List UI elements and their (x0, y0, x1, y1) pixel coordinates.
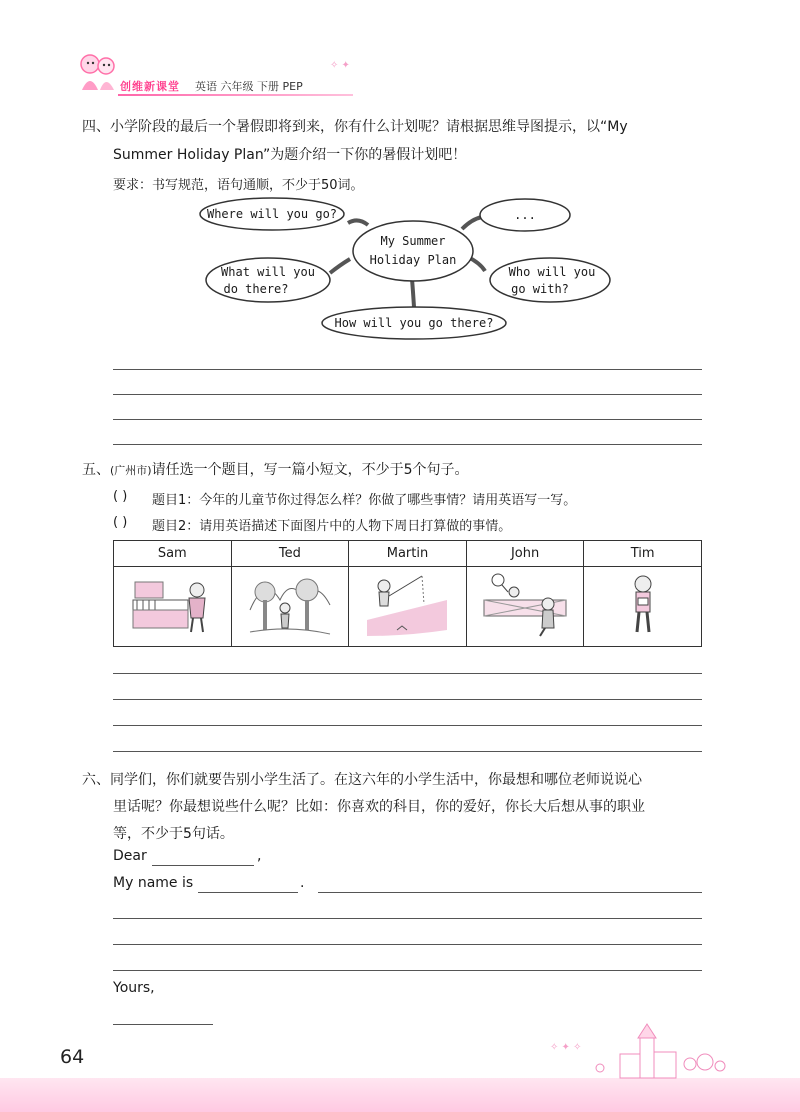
teacher-name-blank[interactable] (152, 865, 254, 866)
mindmap-etc-text: ... (514, 208, 536, 222)
mindmap-what-line2: do there? (223, 282, 289, 296)
connector-what (330, 259, 350, 273)
q6-answer-line[interactable] (113, 918, 702, 919)
mindmap-who-line1: Who will you (508, 265, 596, 279)
person-name: Tim (584, 541, 702, 567)
person-name: Sam (114, 541, 232, 567)
q5-option2-text: 题目2：请用英语描述下面图片中的人物下周日打算做的事情。 (152, 519, 512, 534)
q5-answer-line[interactable] (113, 673, 702, 674)
q5-source: (广州市) (110, 464, 152, 477)
connector-etc (462, 217, 482, 229)
footer-band (0, 1078, 800, 1112)
q4-answer-line[interactable] (113, 369, 702, 370)
person-name: John (466, 541, 584, 567)
signature-blank[interactable] (113, 1024, 213, 1025)
letter-dear-label: Dear (113, 848, 147, 864)
q5-answer-line[interactable] (113, 699, 702, 700)
ted-hiking-illustration (231, 567, 349, 647)
mindmap-what-line1: What will you (221, 265, 315, 279)
q4-answer-line[interactable] (113, 419, 702, 420)
q4-requirement: 要求：书写规范，语句通顺，不少于50词。 (113, 178, 364, 193)
person-name: Ted (231, 541, 349, 567)
header-divider (118, 94, 353, 96)
person-name: Martin (349, 541, 467, 567)
q5-answer-line[interactable] (113, 725, 702, 726)
q5-prompt (82, 457, 469, 484)
mindmap-center-line2: Holiday Plan (369, 253, 457, 267)
connector-where (348, 220, 368, 225)
q6-answer-line[interactable] (113, 944, 702, 945)
q4-answer-line[interactable] (113, 444, 702, 445)
letter-myname-label: My name is (113, 875, 194, 891)
sam-piano-illustration (114, 567, 232, 647)
q6-prompt-line3: 等，不少于5句话。 (113, 826, 234, 842)
martin-fishing-illustration (349, 567, 467, 647)
page-number: 64 (60, 1046, 85, 1068)
john-tennis-illustration (466, 567, 584, 647)
letter-closing: Yours, (113, 980, 155, 996)
q4-answer-line[interactable] (113, 394, 702, 395)
people-table (113, 540, 702, 647)
q5-number: 五、 (82, 462, 110, 478)
mindmap-how-text: How will you go there? (334, 316, 494, 330)
mindmap-who-line2: go with? (511, 282, 569, 296)
mindmap-center-line1: My Summer (380, 234, 446, 248)
mindmap-where-text: Where will you go? (206, 207, 338, 221)
mindmap-center-bubble (353, 221, 473, 281)
q4-prompt-line1: 四、小学阶段的最后一个暑假即将到来，你有什么计划呢？请根据思维导图提示，以“My (82, 119, 628, 135)
student-name-blank[interactable] (198, 892, 298, 893)
header-book-info: 英语 六年级 下册 PEP (195, 80, 303, 93)
mind-map (200, 195, 596, 340)
letter-dear-comma: , (257, 848, 262, 864)
tim-reading-illustration (584, 567, 702, 647)
svg-text:✧ ✦ ✧: ✧ ✦ ✧ (550, 1042, 582, 1053)
q5-option1-choice[interactable]: ( ) (113, 489, 128, 504)
castle-decoration-icon (540, 1020, 740, 1078)
q6-answer-line[interactable] (113, 970, 702, 971)
q6-prompt-line1: 六、同学们，你们就要告别小学生活了。在这六年的小学生活中，你最想和哪位老师说说心 (82, 772, 642, 788)
q5-option2-choice[interactable]: ( ) (113, 515, 128, 530)
q4-prompt-line2: Summer Holiday Plan”为题介绍一下你的暑假计划吧！ (113, 147, 467, 163)
star-decoration-icon: ✧ ✦ (330, 60, 350, 71)
q6-answer-line[interactable] (318, 892, 702, 893)
letter-myname-period: . (300, 875, 305, 891)
header-brand-name: 创维新课堂 (120, 80, 180, 93)
connector-how (412, 279, 414, 307)
q5-option1-text: 题目1：今年的儿童节你过得怎么样？你做了哪些事情？请用英语写一写。 (152, 493, 577, 508)
q5-instruction: 请任选一个题目，写一篇小短文，不少于5个句子。 (151, 462, 469, 478)
q5-answer-line[interactable] (113, 751, 702, 752)
q6-prompt-line2: 里话呢？你最想说些什么呢？比如：你喜欢的科目，你的爱好，你长大后想从事的职业 (113, 799, 645, 815)
